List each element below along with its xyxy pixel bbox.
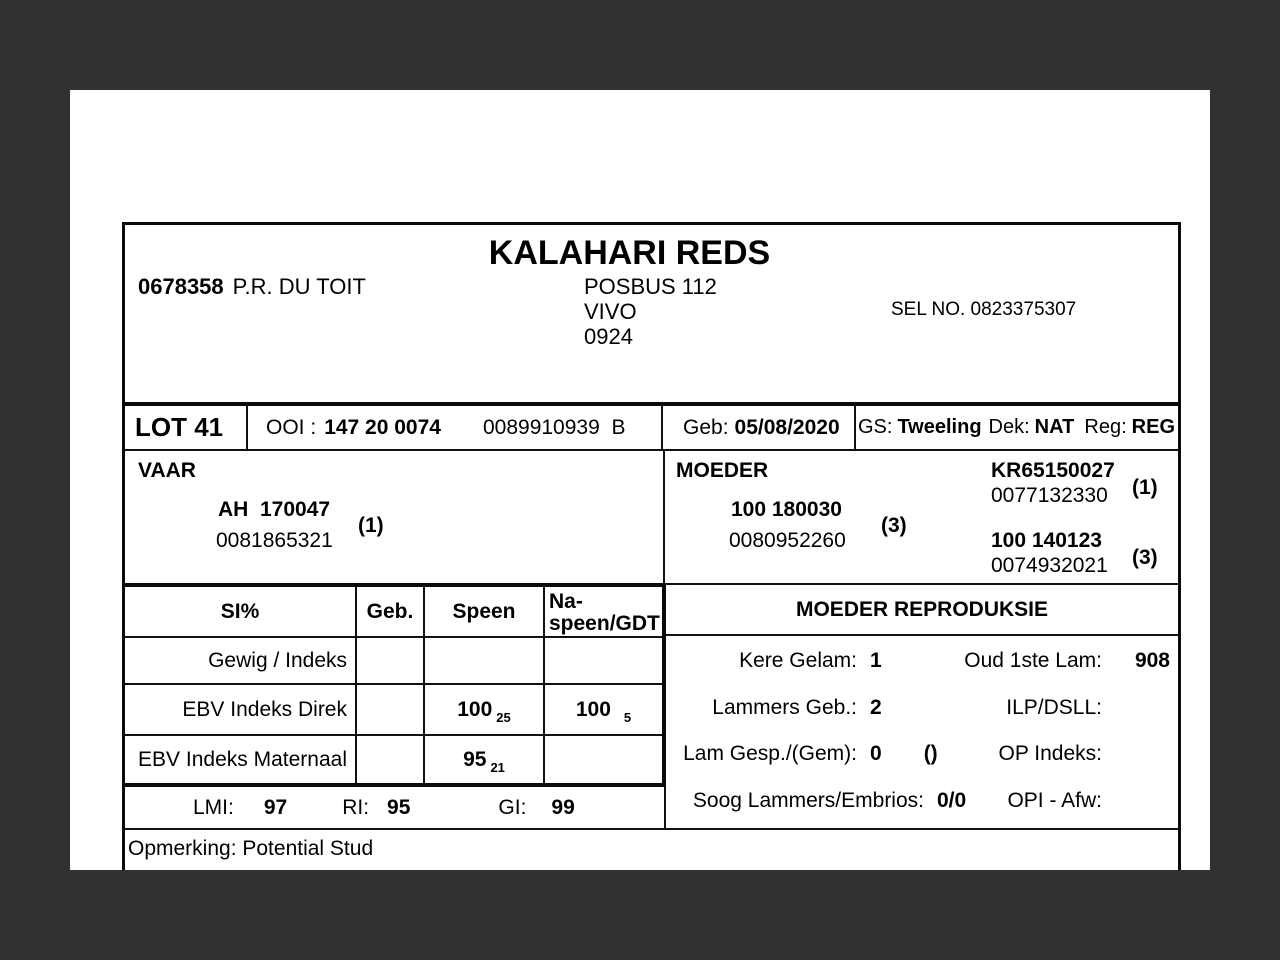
row-label: EBV Indeks Maternaal — [125, 734, 355, 783]
rep-label: Oud 1ste Lam: — [964, 649, 1102, 673]
gs-cell — [856, 406, 1178, 449]
accuracy-subscript: 5 — [623, 710, 632, 725]
si-column — [125, 583, 666, 828]
cell-speen: 100 25 — [423, 683, 543, 734]
vaar-label: VAAR — [138, 459, 196, 482]
dam-name: 100 180030 — [731, 498, 842, 521]
dam-cell — [665, 451, 1178, 583]
granddam1-id: 0077132330 — [991, 484, 1108, 507]
moeder-label: MOEDER — [676, 459, 769, 482]
sel-number: SEL NO. 0823375307 — [891, 299, 1077, 320]
rep-value: 908 — [1134, 649, 1170, 673]
ri-label: RI: — [342, 795, 370, 819]
cell-geb — [355, 734, 423, 783]
accuracy-subscript: 21 — [490, 760, 505, 775]
reproduksie-box — [666, 583, 1178, 828]
dam-count: (3) — [881, 514, 907, 537]
cell-speen — [423, 636, 543, 683]
cell-naspeen — [543, 734, 662, 783]
rep-row — [674, 778, 1178, 825]
reg-value: REG — [1131, 416, 1175, 438]
col-header-naspeen: Na-speen/GDT — [543, 587, 662, 636]
rep-label: Soog Lammers/Embrios: — [692, 788, 924, 812]
breeder-line — [138, 274, 366, 300]
rep-label: OPI - Afw: — [1007, 788, 1102, 812]
lot-row — [125, 402, 1178, 449]
reproduksie-title: MOEDER REPRODUKSIE — [666, 585, 1178, 636]
bottom-section — [125, 583, 1178, 828]
rep-value: 0 — [870, 742, 882, 766]
ooi-value: 147 20 0074 — [324, 415, 441, 439]
reg-label: Reg: — [1084, 416, 1127, 438]
rep-value: 0/0 — [937, 788, 967, 812]
parents-row — [125, 449, 1178, 583]
geb-label: Geb: — [683, 415, 729, 439]
document-page — [70, 90, 1210, 870]
header-section — [125, 225, 1178, 402]
rep-label: OP Indeks: — [998, 742, 1102, 766]
opmerking-row — [125, 828, 1178, 870]
rep-label: Lammers Geb.: — [712, 695, 857, 719]
rep-row — [674, 685, 1178, 732]
col-header-geb: Geb. — [355, 587, 423, 636]
breeder-number: 0678358 — [138, 274, 224, 299]
ooi-cell — [248, 406, 663, 449]
dek-value: NAT — [1034, 416, 1075, 438]
dek-label: Dek: — [988, 416, 1030, 438]
row-label: Gewig / Indeks — [125, 636, 355, 683]
address-line: 0924 — [584, 324, 633, 349]
index-summary-row — [125, 787, 666, 828]
sire-count: (1) — [358, 514, 384, 537]
col-header-si: SI% — [220, 599, 260, 623]
granddam1-count: (1) — [1132, 476, 1158, 499]
lmi-value: 97 — [263, 795, 288, 819]
ri-value: 95 — [387, 795, 411, 819]
address-line: POSBUS 112 — [584, 274, 717, 299]
rep-value: 2 — [870, 695, 882, 719]
granddam2-id: 0074932021 — [991, 554, 1108, 577]
gs-value: Tweeling — [897, 416, 982, 438]
rep-paren: () — [923, 742, 938, 766]
rep-label: Lam Gesp./(Gem): — [683, 742, 857, 766]
granddam2-name: 100 140123 — [991, 529, 1102, 552]
row-label: EBV Indeks Direk — [125, 683, 355, 734]
catalog-card — [122, 222, 1181, 870]
rep-row — [674, 638, 1178, 685]
gi-value: 99 — [551, 795, 575, 819]
cell-naspeen — [543, 636, 662, 683]
lot-number: LOT 41 — [125, 406, 248, 449]
sire-cell — [125, 451, 665, 583]
rep-row — [674, 731, 1178, 778]
opmerking-text: Opmerking: Potential Stud — [128, 837, 374, 860]
geb-value: 05/08/2020 — [734, 415, 840, 439]
breeder-name: P.R. DU TOIT — [232, 274, 366, 299]
cell-naspeen: 100 5 — [543, 683, 662, 734]
cell-speen: 95 21 — [423, 734, 543, 783]
sire-name: AH 170047 — [218, 498, 331, 521]
ooi-id: 0089910939 B — [482, 415, 626, 439]
granddam2-count: (3) — [1132, 546, 1158, 569]
si-table — [125, 583, 666, 787]
col-header-speen: Speen — [423, 587, 543, 636]
sire-id: 0081865321 — [216, 529, 333, 552]
gi-label: GI: — [498, 795, 527, 819]
cell-geb — [355, 683, 423, 734]
rep-value: 1 — [870, 649, 882, 673]
page-title: KALAHARI REDS — [488, 234, 771, 272]
granddam1-name: KR65150027 — [991, 459, 1115, 482]
address-line: VIVO — [584, 299, 637, 324]
ooi-label: OOI : — [266, 415, 317, 439]
reproduksie-rows — [666, 636, 1178, 828]
cell-geb — [355, 636, 423, 683]
rep-label: Kere Gelam: — [739, 649, 857, 673]
address-block — [584, 274, 717, 349]
gs-label: GS: — [858, 416, 893, 438]
rep-label: ILP/DSLL: — [1006, 695, 1102, 719]
accuracy-subscript: 25 — [496, 710, 511, 725]
dam-id: 0080952260 — [729, 529, 846, 552]
lmi-label: LMI: — [193, 795, 234, 819]
birthdate-cell — [663, 406, 856, 449]
